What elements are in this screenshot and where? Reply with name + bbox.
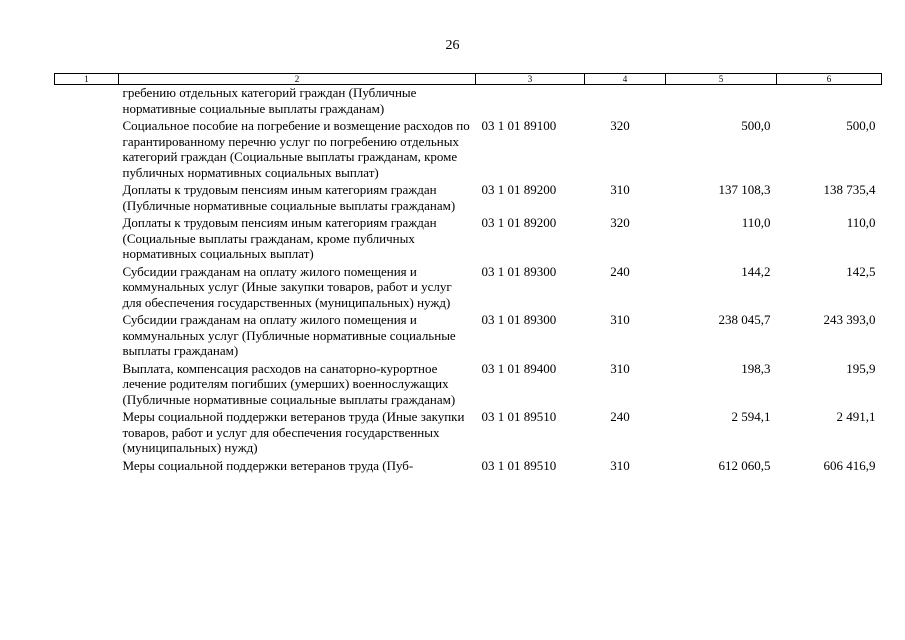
amount-year1-cell: 137 108,3 [718, 182, 771, 197]
amount-year1-cell: 110,0 [741, 215, 771, 230]
target-article-code-cell: 03 1 01 89300 [481, 312, 557, 327]
expense-type-code-cell: 240 [610, 263, 630, 279]
target-article-code-cell: 03 1 01 89510 [481, 409, 557, 424]
table-body [55, 85, 882, 476]
amount-year1-cell: 238 045,7 [718, 312, 771, 327]
row-number-cell [55, 118, 119, 182]
table-header-row [55, 74, 882, 85]
target-article-code-cell: 03 1 01 89300 [481, 263, 557, 279]
item-name-cell: Доплаты к трудовым пенсиям иным категориям граждан (Социальные выплаты гражданам, кроме публичных нормативных социальных выплат) [122, 215, 437, 261]
target-article-code-cell [476, 85, 585, 119]
amount-year1-cell: 500,0 [741, 118, 771, 133]
amount-year2-cell: 2 491,1 [836, 409, 876, 424]
expense-type-code-cell: 310 [610, 360, 630, 376]
amount-year1-cell [666, 85, 777, 119]
row-number-cell [55, 215, 119, 264]
table-row [55, 409, 882, 458]
amount-year2-cell: 195,9 [846, 360, 876, 376]
target-article-code-cell: 03 1 01 89200 [481, 182, 557, 197]
column-header-6: 6 [777, 74, 882, 85]
table-row [55, 85, 882, 119]
amount-year1-cell: 612 060,5 [718, 457, 771, 473]
column-header-5: 5 [666, 74, 777, 85]
table-row [55, 458, 882, 476]
item-name-cell: Меры социальной поддержки ветеранов труда (Иные закупки товаров, работ и услуг для обеспечения государственных (муниципальных) нужд) [122, 409, 465, 455]
row-number-cell [55, 458, 119, 476]
expense-type-code-cell: 240 [610, 409, 630, 424]
row-number-cell [55, 361, 119, 410]
column-header-1: 1 [55, 74, 119, 85]
column-header-4: 4 [585, 74, 666, 85]
row-number-cell [55, 85, 119, 119]
expense-type-code-cell: 310 [610, 457, 630, 473]
table-row [55, 264, 882, 313]
column-header-3: 3 [476, 74, 585, 85]
target-article-code-cell: 03 1 01 89510 [481, 457, 557, 473]
table-row [55, 215, 882, 264]
page-number: 26 [445, 38, 460, 53]
table-row [55, 118, 882, 182]
row-number-cell [55, 182, 119, 215]
amount-year1-cell: 2 594,1 [731, 409, 771, 424]
item-name-cell: гребению отдельных категорий граждан (Публичные нормативные социальные выплаты гражданам) [122, 85, 417, 116]
row-number-cell [55, 264, 119, 313]
table-row [55, 182, 882, 215]
item-name-cell: Выплата, компенсация расходов на санаторно-курортное лечение родителям погибших (умерших) военнослужащих (Публичные нормативные социальные выплаты гражданам) [122, 360, 456, 407]
expense-type-code-cell: 320 [610, 215, 630, 230]
expense-type-code-cell: 320 [610, 118, 630, 133]
budget-table [54, 73, 882, 475]
item-name-cell: Социальное пособие на погребение и возмещение расходов по гарантированному перечню услуг по погребению отдельных категорий граждан (Социальные выплаты гражданам, кроме публичных нормативных социальных выплат) [122, 118, 470, 180]
item-name-cell: Субсидии гражданам на оплату жилого помещения и коммунальных услуг (Публичные нормативные социальные выплаты гражданам) [122, 312, 456, 358]
item-name-cell: Меры социальной поддержки ветеранов труда (Пуб- [122, 457, 414, 473]
column-header-2: 2 [119, 74, 476, 85]
amount-year1-cell: 144,2 [741, 263, 771, 279]
amount-year2-cell [777, 85, 882, 119]
amount-year2-cell: 243 393,0 [823, 312, 876, 327]
row-number-cell [55, 409, 119, 458]
target-article-code-cell: 03 1 01 89400 [481, 360, 557, 376]
item-name-cell: Доплаты к трудовым пенсиям иным категориям граждан (Публичные нормативные социальные выплаты гражданам) [122, 182, 456, 213]
target-article-code-cell: 03 1 01 89100 [481, 118, 557, 133]
table-row [55, 312, 882, 361]
amount-year2-cell: 606 416,9 [823, 457, 876, 473]
amount-year1-cell: 198,3 [741, 360, 771, 376]
amount-year2-cell: 110,0 [846, 215, 876, 230]
target-article-code-cell: 03 1 01 89200 [481, 215, 557, 230]
amount-year2-cell: 500,0 [846, 118, 876, 133]
row-number-cell [55, 312, 119, 361]
item-name-cell: Субсидии гражданам на оплату жилого помещения и коммунальных услуг (Иные закупки товаров, работ и услуг для обеспечения государственных (муниципальных) нужд) [122, 263, 452, 310]
expense-type-code-cell: 310 [610, 312, 630, 327]
table-row [55, 361, 882, 410]
amount-year2-cell: 138 735,4 [823, 182, 876, 197]
expense-type-code-cell [585, 85, 666, 119]
amount-year2-cell: 142,5 [846, 263, 876, 279]
expense-type-code-cell: 310 [610, 182, 630, 197]
